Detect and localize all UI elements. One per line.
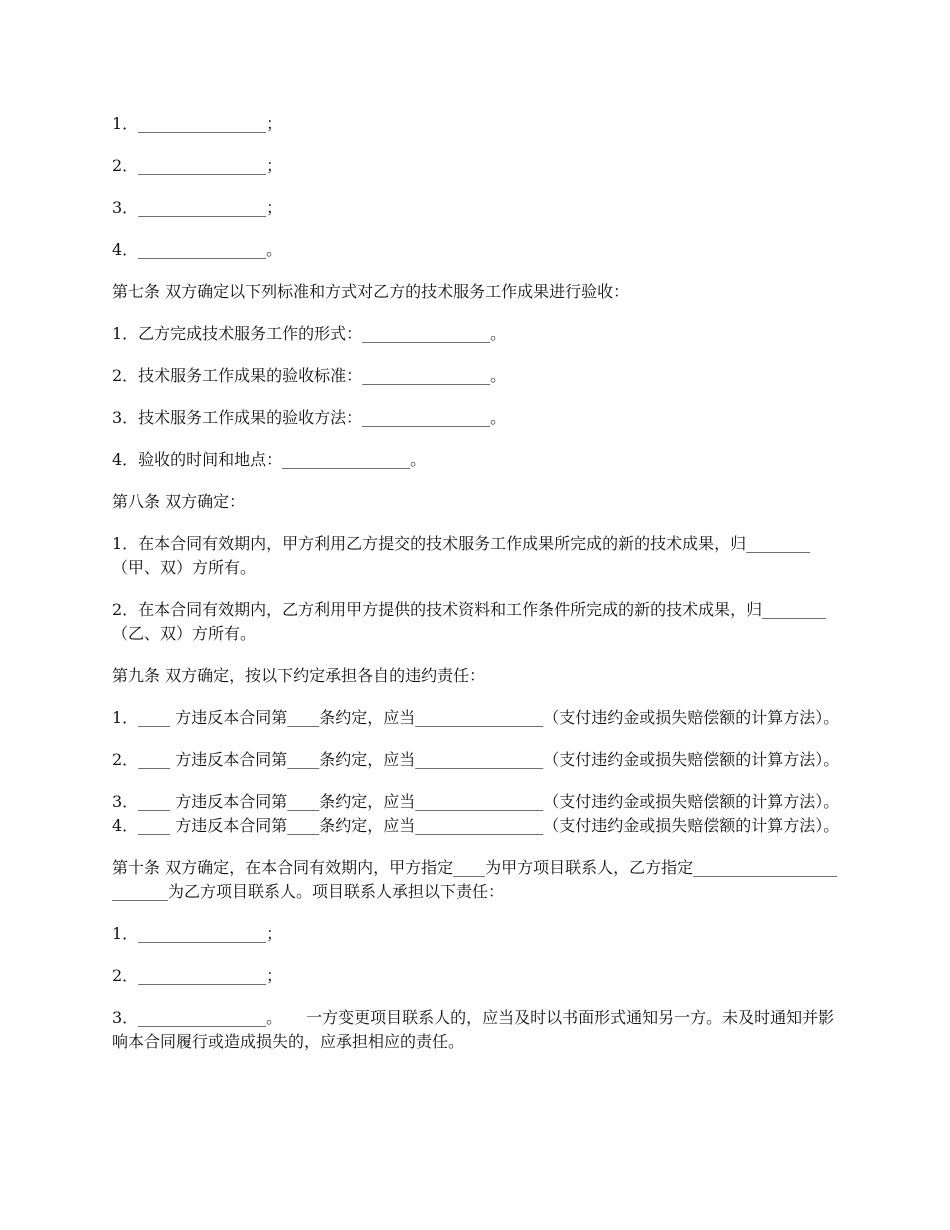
article-9-heading: 第九条 双方确定，按以下约定承担各自的违约责任： (112, 666, 486, 685)
paragraph-list-item-1: 1．________________； (112, 114, 283, 133)
article-10-item-3: 3．________________。 一方变更项目联系人的，应当及时以书面形式通知另一方。未及时通知并影响本合同履行或造成损失的，应承担相应的责任。 (112, 1008, 835, 1051)
article-7-heading: 第七条 双方确定以下列标准和方式对乙方的技术服务工作成果进行验收： (112, 282, 630, 301)
article-7-item-2: 2．技术服务工作成果的验收标准：________________。 (112, 366, 507, 385)
article-10-heading: 第十条 双方确定，在本合同有效期内，甲方指定____为甲方项目联系人，乙方指定_________________________为乙方项目联系人。项目联系人承担以下责任： (112, 858, 838, 901)
paragraph-list-item-2: 2．________________； (112, 156, 283, 175)
article-7-item-1: 1．乙方完成技术服务工作的形式：________________。 (112, 324, 507, 343)
article-10-item-2: 2．________________； (112, 966, 283, 985)
document-page (112, 112, 864, 1072)
article-7-item-4: 4．验收的时间和地点：________________。 (112, 450, 427, 469)
paragraph-list-item-4: 4．________________。 (112, 240, 283, 259)
article-8-item-1: 1．在本合同有效期内，甲方利用乙方提交的技术服务工作成果所完成的新的技术成果，归________（甲、双）方所有。 (112, 534, 811, 577)
article-10-item-1: 1．________________； (112, 924, 283, 943)
article-7-item-3: 3．技术服务工作成果的验收方法：________________。 (112, 408, 507, 427)
article-8-item-2: 2．在本合同有效期内，乙方利用甲方提供的技术资料和工作条件所完成的新的技术成果，归________（乙、双）方所有。 (112, 600, 827, 643)
article-9-item-1: 1．____ 方违反本合同第____条约定，应当________________（支付违约金或损失赔偿额的计算方法）。 (112, 708, 840, 727)
article-9-item-2: 2．____ 方违反本合同第____条约定，应当________________（支付违约金或损失赔偿额的计算方法）。 (112, 750, 840, 769)
article-9-item-3-4: 3．____ 方违反本合同第____条约定，应当________________（支付违约金或损失赔偿额的计算方法）。 4．____ 方违反本合同第____条约定，应当________________（支付违约金或损失赔偿额的计算方法）。 (112, 792, 864, 835)
paragraph-list-item-3: 3．________________； (112, 198, 283, 217)
article-8-heading: 第八条 双方确定： (112, 492, 246, 511)
